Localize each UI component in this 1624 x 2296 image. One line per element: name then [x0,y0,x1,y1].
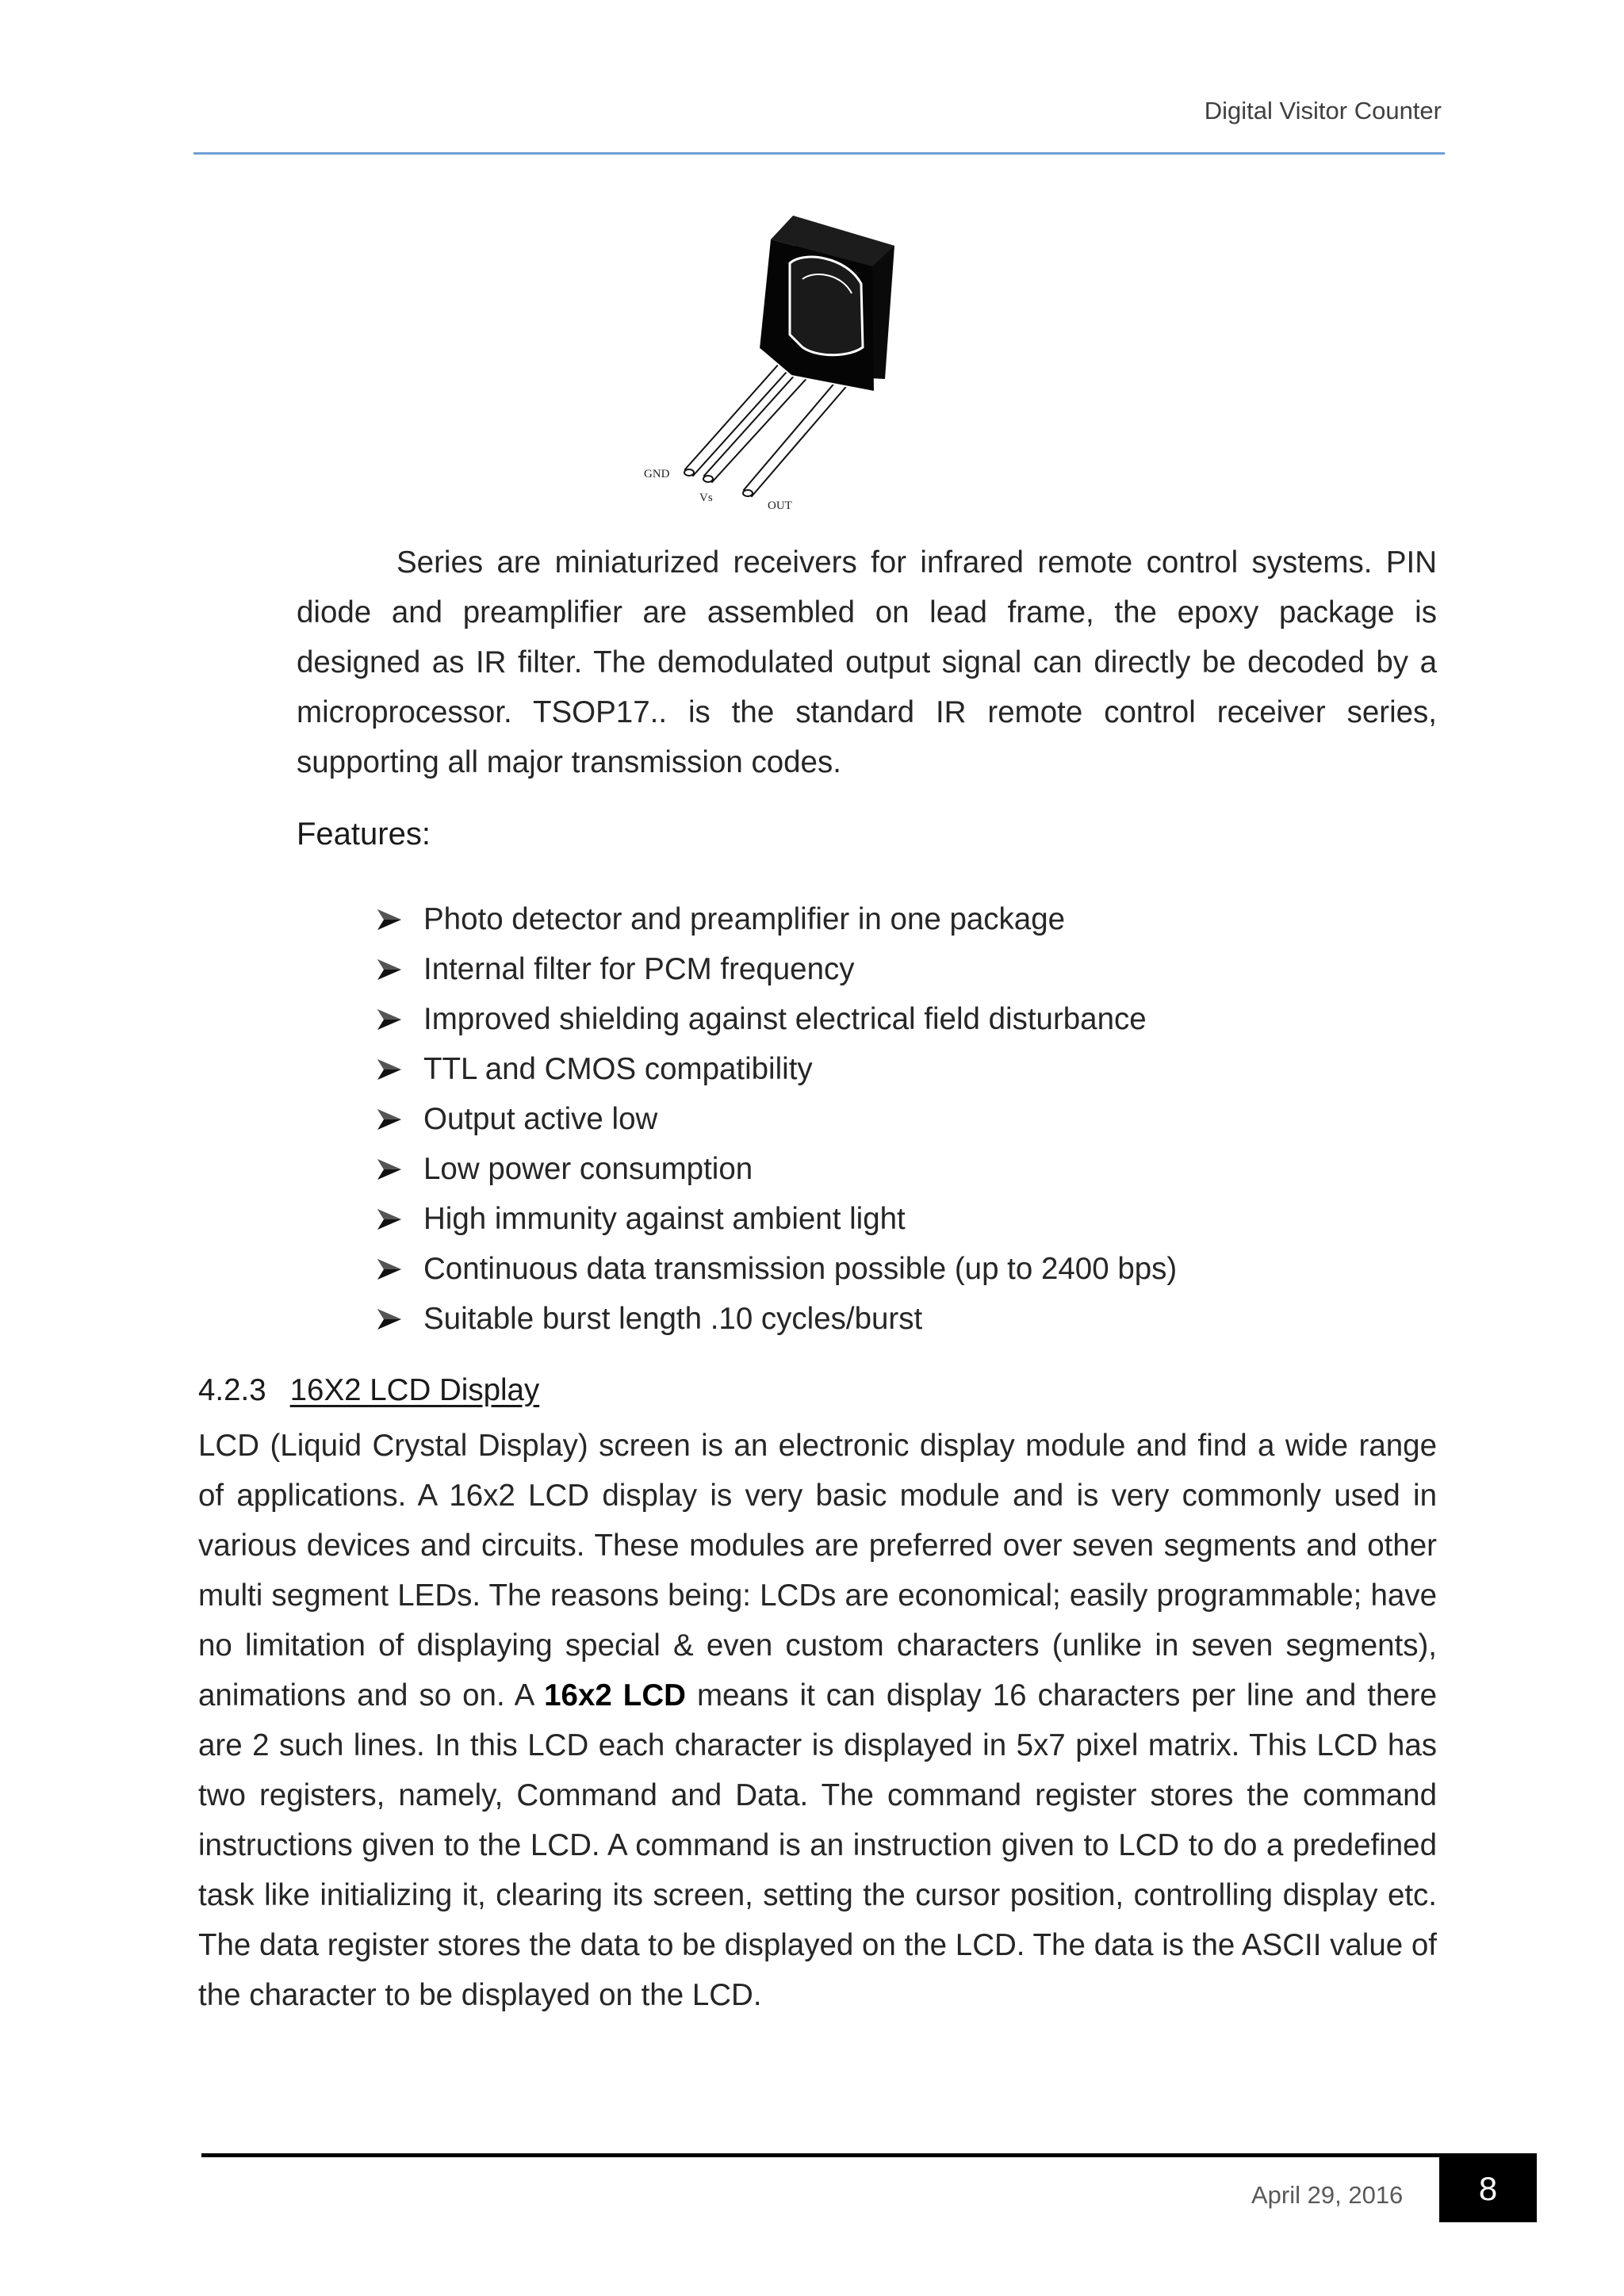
arrow-bullet-icon [376,1056,403,1083]
arrow-bullet-icon [376,1156,403,1183]
feature-item [376,1144,1407,1194]
feature-item [376,1194,1407,1244]
features-heading: Features: [297,817,431,851]
arrow-bullet-icon [376,1206,403,1233]
feature-text: Internal filter for PCM frequency [423,952,855,986]
section-heading [198,1373,539,1408]
feature-item [376,994,1407,1044]
feature-text: High immunity against ambient light [423,1202,906,1236]
lcd-bold-term: 16x2 LCD [544,1678,686,1712]
feature-text: Output active low [423,1102,658,1136]
feature-item [376,1294,1407,1344]
feature-item [376,894,1407,944]
feature-text: Low power consumption [423,1152,753,1186]
feature-text: Suitable burst length .10 cycles/burst [423,1302,923,1336]
arrow-bullet-icon [376,1256,403,1283]
arrow-bullet-icon [376,1006,403,1033]
arrow-bullet-icon [376,906,403,933]
section-number: 4.2.3 [198,1373,266,1407]
section-title: 16X2 LCD Display [289,1373,540,1407]
pin-label-vs: Vs [699,492,713,504]
feature-item [376,1044,1407,1094]
footer-divider [201,2153,1537,2157]
page-number: 8 [1439,2156,1537,2222]
feature-item [376,1244,1407,1294]
lcd-text-part-1: LCD (Liquid Crystal Display) screen is an electronic display module and find a wide range of applications. A 16x2 LCD display is very basic module and is very commonly used in various devices and circuits. These modules are preferred over seven segments and other multi segment LEDs. The reasons being: LCDs are economical; easily programmable; have no limitation of displaying special & even custom characters (unlike in seven segments), animations and so on. A [198,1429,1437,1712]
running-header: Digital Visitor Counter [1204,97,1442,124]
footer-date: April 29, 2016 [1251,2181,1404,2209]
tsop-sensor-illustration [634,208,920,517]
intro-paragraph: Series are miniaturized receivers for infrared remote control systems. PIN diode and preamplifier are assembled on lead frame, the epoxy package is designed as IR filter. The demodulated output signal can directly be decoded by a microprocessor. TSOP17.. is the standard IR remote control receiver series, supporting all major transmission codes. [297,545,1437,779]
feature-text: Photo detector and preamplifier in one package [423,902,1066,936]
feature-item [376,1094,1407,1144]
header-divider [193,152,1445,155]
pin-label-out: OUT [768,499,792,512]
ir-receiver-figure [634,208,920,517]
lcd-text-part-2: means it can display 16 characters per line and there are 2 such lines. In this LCD each character is displayed in 5x7 pixel matrix. This LCD has two registers, namely, Command and Data. The command register stores the command instructions given to the LCD. A command is an instruction given to LCD to do a predefined task like initializing it, clearing its screen, setting the cursor position, controlling display etc. The data register stores the data to be displayed on the LCD. The data is the ASCII value of the character to be displayed on the LCD. [198,1678,1438,2012]
feature-item [376,944,1407,994]
arrow-bullet-icon [376,956,403,983]
arrow-bullet-icon [376,1306,403,1333]
feature-text: Improved shielding against electrical field disturbance [423,1002,1147,1036]
features-list [376,894,1407,1344]
feature-text: TTL and CMOS compatibility [423,1052,813,1086]
feature-text: Continuous data transmission possible (up to 2400 bps) [423,1252,1178,1286]
arrow-bullet-icon [376,1106,403,1133]
pin-label-gnd: GND [644,468,670,480]
lcd-paragraph [198,1421,1437,2020]
